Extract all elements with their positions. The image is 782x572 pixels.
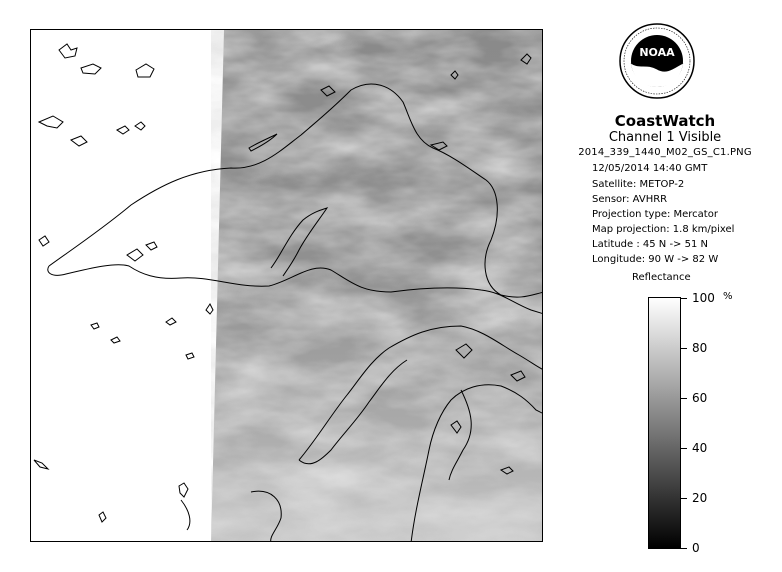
- noaa-logo-text: NOAA: [639, 46, 675, 59]
- noaa-logo: [619, 23, 695, 99]
- colorbar-tick-label: 0: [692, 541, 700, 555]
- datetime-label: 12/05/2014 14:40 GMT: [592, 163, 708, 174]
- colorbar-tick: [681, 448, 687, 449]
- channel-label: Channel 1 Visible: [608, 130, 722, 145]
- projection-type-label: Projection type: Mercator: [592, 209, 718, 220]
- satellite-label: Satellite: METOP-2: [592, 179, 685, 190]
- colorbar-tick-label: 80: [692, 341, 708, 355]
- latitude-label: Latitude : 45 N -> 51 N: [592, 239, 708, 250]
- satellite-image: [31, 30, 543, 542]
- legend-title: Reflectance: [632, 272, 691, 283]
- app-title: CoastWatch: [614, 112, 716, 130]
- colorbar-tick: [681, 398, 687, 399]
- legend-unit: %: [723, 291, 733, 302]
- colorbar-tick: [681, 548, 687, 549]
- satellite-map: [30, 29, 543, 542]
- map-projection-label: Map projection: 1.8 km/pixel: [592, 224, 735, 235]
- colorbar-tick-label: 20: [692, 491, 708, 505]
- colorbar-tick-label: 60: [692, 391, 708, 405]
- colorbar-tick: [681, 498, 687, 499]
- colorbar-tick-label: 100: [692, 291, 715, 305]
- colorbar-tick: [681, 298, 687, 299]
- reflectance-colorbar: [648, 297, 681, 549]
- colorbar-tick-label: 40: [692, 441, 708, 455]
- longitude-label: Longitude: 90 W -> 82 W: [592, 254, 719, 265]
- colorbar-tick: [681, 348, 687, 349]
- sensor-label: Sensor: AVHRR: [592, 194, 668, 205]
- filename-label: 2014_339_1440_M02_GS_C1.PNG: [578, 147, 752, 158]
